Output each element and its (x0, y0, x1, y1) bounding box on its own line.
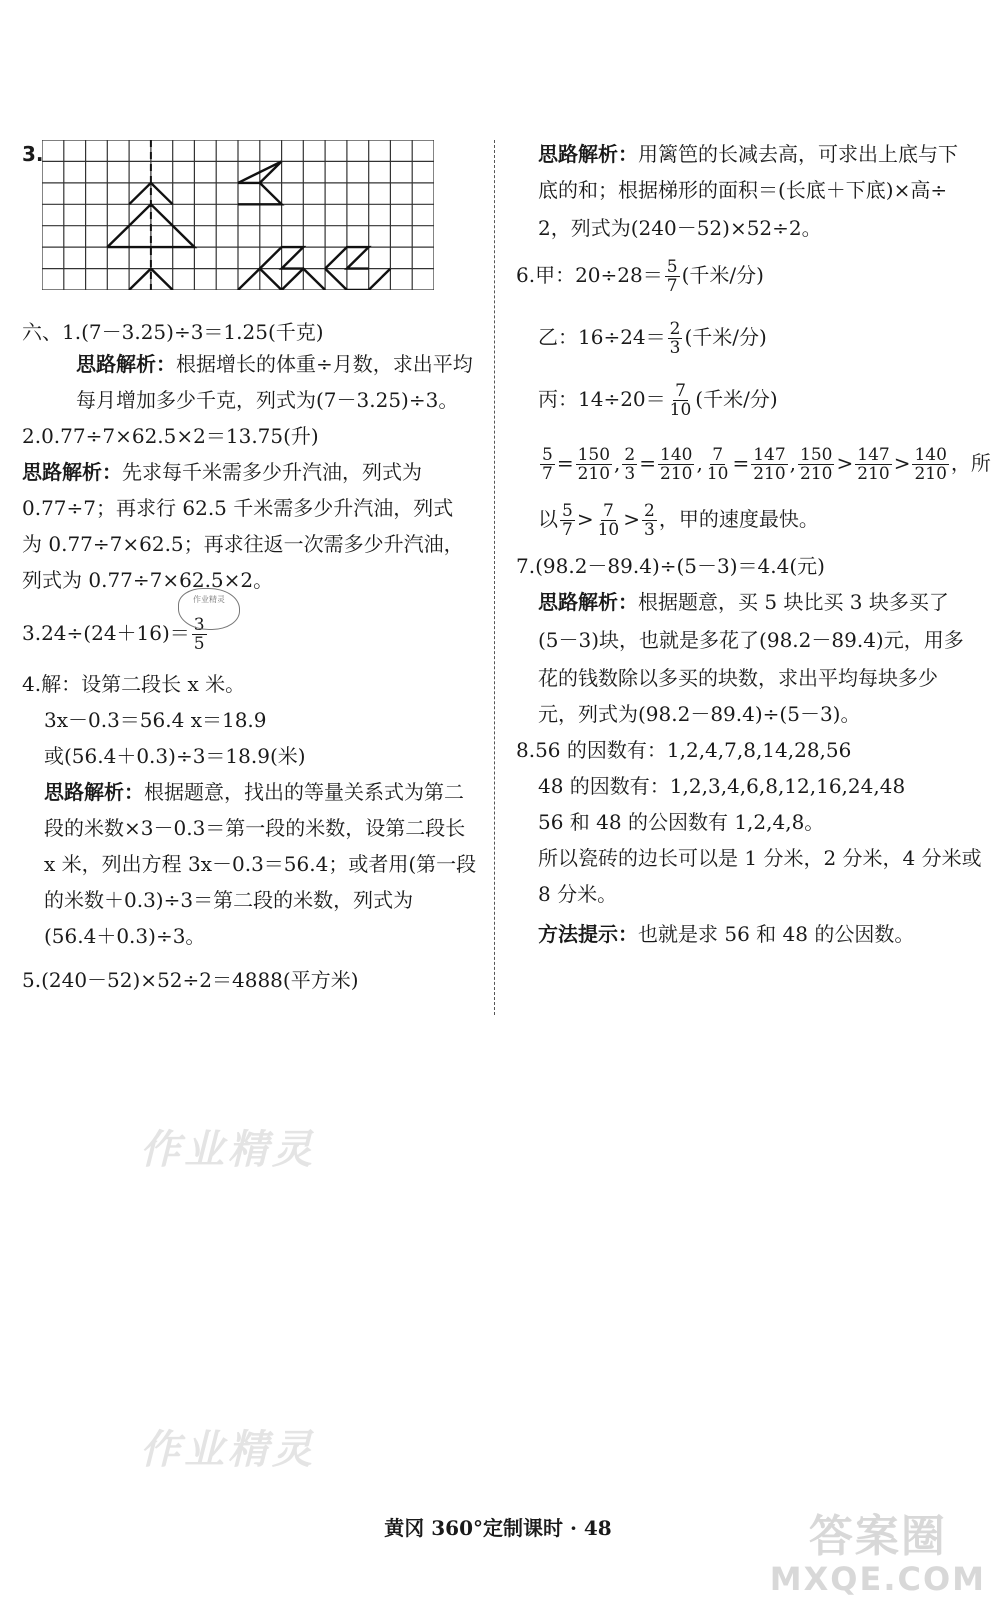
frac-num: 7 (603, 501, 614, 521)
watermark-stamp: 作业精灵 (178, 588, 240, 630)
frac-num: 147 (753, 445, 786, 465)
q8-line3: 56 和 48 的公因数有 1,2,4,8。 (538, 810, 825, 834)
frac-num: 140 (660, 445, 693, 465)
frac-den: 10 (706, 464, 729, 484)
q7-hint-line3: 花的钱数除以多买的块数，求出平均每块多少 (538, 666, 938, 690)
column-divider (494, 140, 495, 1015)
q6-jia-text: 6.甲：20÷28＝ (516, 263, 663, 287)
q7-hint-line2: (5－3)块，也就是多花了(98.2－89.4)元，用多 (538, 628, 964, 652)
q4-hint-line4: 的米数＋0.3)÷3＝第二段的米数，列式为 (44, 888, 414, 912)
frac-num: 7 (675, 381, 686, 401)
frac-num: 150 (577, 445, 611, 465)
frac-den: 210 (660, 464, 693, 484)
corner-watermark-title: 答案圈 (808, 1511, 947, 1562)
q6-jia-fraction (665, 258, 680, 295)
frac (642, 502, 657, 539)
frac-num: 2 (644, 501, 655, 521)
frac (622, 446, 637, 483)
frac-num: 2 (669, 319, 681, 339)
s6-q1-answer: 六、1.(7－3.25)÷3＝1.25(千克) (22, 320, 324, 344)
hint-label: 思路解析： (76, 352, 176, 376)
frac (596, 502, 622, 539)
frac (751, 446, 787, 483)
hint-text: 根据题意，找出的等量关系式为第二 (144, 780, 464, 804)
q2-hint-line4: 列式为 0.77÷7×62.5×2。 (22, 568, 274, 592)
q5-hint-line3: 2，列式为(240－52)×52÷2。 (538, 216, 822, 240)
q3-frac-num: 3 (193, 615, 205, 635)
q5-answer: 5.(240－52)×52÷2＝4888(平方米) (22, 968, 359, 992)
q6-unit: (千米/分) (681, 263, 764, 287)
frac-den: 210 (800, 464, 833, 484)
frac-den: 7 (562, 520, 573, 540)
frac-den: 10 (597, 520, 620, 540)
q3-text: 3.24÷(24＋16)＝ (22, 621, 190, 645)
q6-bing-text: 丙：14÷20＝ (538, 387, 666, 411)
q6-cmp-suffix: ，所 (950, 451, 991, 475)
q5-hint-line1 (538, 140, 958, 168)
hint-text: 用篱笆的长减去高，可求出上底与下 (638, 142, 958, 166)
q6-bing-fraction (668, 382, 694, 419)
corner-watermark-url: MXQE.COM (769, 1560, 986, 1598)
q8-tip (538, 920, 914, 948)
hint-text: 根据题意，买 5 块比买 3 块多买了 (638, 590, 949, 614)
frac (855, 446, 891, 483)
watermark-text: 作业精灵 (140, 1126, 316, 1173)
hint-label: 思路解析： (538, 590, 638, 614)
q4-line3: 或(56.4＋0.3)÷3＝18.9(米) (44, 744, 306, 768)
q3-answer (22, 616, 209, 653)
q3-label: 3. (22, 142, 44, 166)
q4-hint-line5: (56.4＋0.3)÷3。 (44, 924, 206, 948)
frac-den: 3 (624, 464, 636, 484)
hint-label: 思路解析： (44, 780, 144, 804)
q6-conclusion-suffix: ，甲的速度最快。 (658, 507, 819, 531)
q2-hint-line3: 为 0.77÷7×62.5；再求往返一次需多少升汽油， (22, 532, 464, 556)
frac-den: 7 (666, 276, 678, 296)
frac-num: 140 (914, 445, 947, 465)
frac-num: 5 (666, 257, 678, 277)
frac-num: 150 (800, 445, 833, 465)
q4-line2: 3x－0.3＝56.4 x＝18.9 (44, 708, 267, 732)
q7-hint-line4: 元，列式为(98.2－89.4)÷(5－3)。 (538, 702, 861, 726)
s6-q1-hint-line2: 每月增加多少千克，列式为(7－3.25)÷3。 (76, 388, 459, 412)
hint-text: 先求每千米需多少升汽油，列式为 (122, 460, 422, 484)
q6-conclusion: 以 $\frac{5}{7}$ > $\frac{7}{10}$ > $\frac{2}{3}$ ，甲的速度最快。 (538, 501, 819, 540)
frac (540, 446, 555, 483)
watermark-text: 作业精灵 (140, 1426, 316, 1473)
symmetry-grid (42, 140, 434, 295)
frac-den: 10 (669, 400, 692, 420)
frac (576, 446, 612, 483)
q4-hint-line3: x 米，列出方程 3x－0.3＝56.4；或者用(第一段 (44, 852, 477, 876)
frac-num: 7 (712, 445, 724, 465)
q5-hint-line2: 底的和；根据梯形的面积＝(长底＋下底)×高÷ (538, 178, 948, 202)
frac (912, 446, 948, 483)
frac (705, 446, 731, 483)
frac-num: 5 (542, 445, 553, 465)
frac-num: 147 (857, 445, 890, 465)
frac-den: 210 (753, 464, 786, 484)
q6-yi-fraction (668, 320, 683, 357)
frac-den: 210 (577, 464, 611, 484)
frac (560, 502, 575, 539)
q3-frac-den: 5 (193, 634, 205, 654)
frac-den: 210 (914, 464, 947, 484)
frac-den: 210 (857, 464, 890, 484)
s6-q1-hint-line1 (76, 350, 473, 378)
q2-hint-line2: 0.77÷7；再求行 62.5 千米需多少升汽油，列式 (22, 496, 454, 520)
q6-bing (538, 382, 778, 419)
q6-unit: (千米/分) (684, 325, 767, 349)
hint-label: 思路解析： (22, 460, 122, 484)
q6-yi-text: 乙：16÷24＝ (538, 325, 666, 349)
q6-yi (538, 320, 767, 357)
tip-text: 也就是求 56 和 48 的公因数。 (638, 922, 915, 946)
q6-jia (516, 258, 764, 295)
q8-line5: 8 分米。 (538, 882, 618, 906)
q2-answer: 2.0.77÷7×62.5×2＝13.75(升) (22, 424, 319, 448)
q8-line2: 48 的因数有：1,2,3,4,6,8,12,16,24,48 (538, 774, 906, 798)
q7-hint-line1 (538, 588, 949, 616)
frac (798, 446, 834, 483)
q6-unit: (千米/分) (695, 387, 778, 411)
frac-num: 2 (624, 445, 636, 465)
frac-den: 3 (644, 520, 655, 540)
q7-answer: 7.(98.2－89.4)÷(5－3)＝4.4(元) (516, 554, 825, 578)
frac-den: 7 (542, 464, 553, 484)
tip-label: 方法提示： (538, 922, 638, 946)
hint-text: 根据增长的体重÷月数，求出平均 (176, 352, 473, 376)
corner-watermark (770, 1500, 986, 1598)
q4-line1: 4.解：设第二段长 x 米。 (22, 672, 246, 696)
q6-conclusion-prefix: 以 (538, 507, 558, 531)
q8-line1: 8.56 的因数有：1,2,4,7,8,14,28,56 (516, 738, 852, 762)
q8-line4: 所以瓷砖的边长可以是 1 分米，2 分米，4 分米或 (538, 846, 982, 870)
frac (658, 446, 694, 483)
hint-label: 思路解析： (538, 142, 638, 166)
q2-hint-line1 (22, 458, 422, 486)
q6-comparison: $\frac{5}{7}$ = $\frac{150}{210}$ , $\frac{2}{3}$ = $\frac{140}{210}$ , $\frac{7}{10}$ = $\frac{147}{210}$ , $\frac{150}{210}$ > $\frac{147}{210}$ > $\frac{140}{210}$ ，所 (542, 445, 991, 484)
q4-hint-line2: 段的米数×3－0.3＝第一段的米数，设第二段长 (44, 816, 466, 840)
page-footer: 黄冈 360°定制课时 · 48 (384, 1516, 612, 1540)
frac-den: 3 (669, 338, 681, 358)
q4-hint-line1 (44, 778, 464, 806)
frac-num: 5 (562, 501, 573, 521)
